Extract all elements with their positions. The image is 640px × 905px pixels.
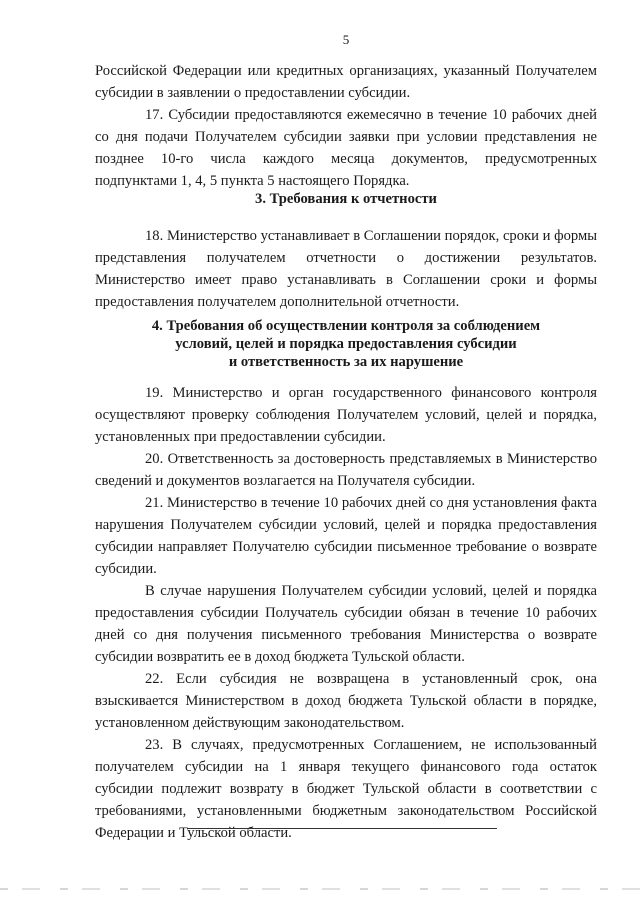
section-4-heading-line3: и ответственность за их нарушение bbox=[228, 354, 464, 370]
paragraph-21-continued: В случае нарушения Получателем субсидии условий, целей и порядка предоставления субсидии Получатель субсидии обязан в течение 10 рабочих дней со дня получения письменного требования Министерства о возврате субсидии возвратить ее в доход бюджета Тульской области. bbox=[95, 583, 597, 665]
paragraph-20: 20. Ответственность за достоверность представляемых в Министерство сведений и документов возлагается на Получателя субсидии. bbox=[95, 451, 597, 489]
paragraph-18: 18. Министерство устанавливает в Соглашении порядок, сроки и формы представления получателем отчетности о достижении результатов. Министерство имеет право устанавливать в Соглашении сроки и формы предоставления получателем дополнительной отчетности. bbox=[95, 228, 597, 310]
section-4-heading-line2: условий, целей и порядка предоставления субсидии bbox=[175, 336, 517, 352]
section-3-heading: 3. Требования к отчетности bbox=[255, 191, 437, 207]
paragraph-22: 22. Если субсидия не возвращена в установленный срок, она взыскивается Министерством в доход бюджета Тульской области в порядке, установленном действующим законодательством. bbox=[95, 671, 597, 731]
continuation-paragraph: Российской Федерации или кредитных организациях, указанный Получателем субсидии в заявлении о предоставлении субсидии. bbox=[95, 63, 597, 101]
paragraph-23: 23. В случаях, предусмотренных Соглашением, не использованный получателем субсидии на 1 января текущего финансового года остаток субсидии подлежит возврату в бюджет Тульской области в соответствии с требованиями, установленными бюджетным законодательством Российской Федерации и Тульской области. bbox=[95, 737, 597, 841]
section-3-block bbox=[95, 225, 597, 313]
page-number: 5 bbox=[342, 32, 350, 47]
paragraph-19: 19. Министерство и орган государственного финансового контроля осуществляют проверку соблюдения Получателем условий, целей и порядка, установленных при предоставлении субсидии. bbox=[95, 385, 597, 445]
paragraph-21: 21. Министерство в течение 10 рабочих дней со дня установления факта нарушения Получателем субсидии условий, целей и порядка предоставления субсидии направляет Получателю субсидии письменное требование о возврате субсидии. bbox=[95, 495, 597, 577]
section-4-heading-line1: 4. Требования об осуществлении контроля за соблюдением bbox=[151, 318, 541, 334]
section-4-heading bbox=[95, 317, 597, 371]
intro-block bbox=[95, 60, 597, 192]
paragraph-17: 17. Субсидии предоставляются ежемесячно в течение 10 рабочих дней со дня подачи Получателем субсидии заявки при условии представления не позднее 10-го числа каждого месяца документов, предусмотренных подпунктами 1, 4, 5 пункта 5 настоящего Порядка. bbox=[95, 107, 597, 189]
end-of-text-rule bbox=[187, 828, 497, 829]
section-4-block bbox=[95, 382, 597, 844]
scan-artifact-line bbox=[0, 888, 640, 890]
